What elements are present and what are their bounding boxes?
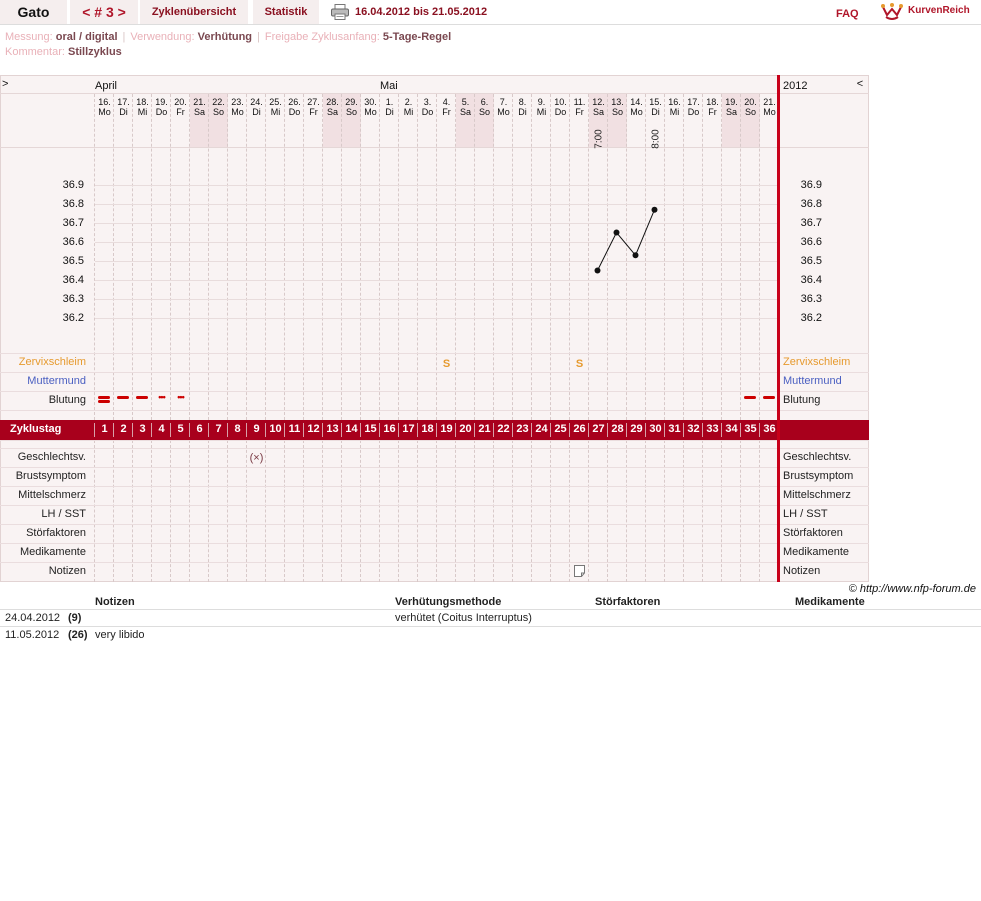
bleeding-label: Blutung [48, 394, 86, 406]
intercourse-label: Geschlechtsv. [17, 451, 86, 463]
cycle-day-divider [151, 423, 152, 437]
mittelschmerz-label-right: Mittelschmerz [783, 489, 851, 501]
cycle-day-divider [436, 423, 437, 437]
cycle-day-number: 29 [630, 423, 643, 435]
release-value: 5-Tage-Regel [382, 31, 452, 43]
day-weekday: Mi [137, 107, 148, 117]
cycle-day-divider [740, 423, 741, 437]
day-date: 4. [442, 97, 451, 107]
cycle-meta [5, 30, 905, 60]
date-range: 16.04.2012 bis 21.05.2012 [355, 6, 488, 18]
cycle-day-divider [303, 423, 304, 437]
day-weekday: Do [554, 107, 567, 117]
temperature-point[interactable] [614, 230, 620, 236]
temp-tick-left: 36.4 [62, 274, 84, 286]
bleeding-spotting: ••• [177, 392, 184, 402]
day-weekday: Do [155, 107, 168, 117]
col-notes: Notizen [95, 596, 135, 608]
cycle-day-divider [113, 423, 114, 437]
cycle-day-divider [341, 423, 342, 437]
cycle-day-number: 26 [573, 423, 586, 435]
printer-icon[interactable] [331, 4, 349, 20]
disturb-label-right: Störfaktoren [783, 527, 843, 539]
separator: | [122, 31, 126, 43]
temp-tick-left: 36.2 [62, 312, 84, 324]
bleeding-heavy [98, 400, 110, 403]
col-disturb: Störfaktoren [595, 596, 661, 608]
cycle-day-divider [398, 423, 399, 437]
kurvenreich-logo[interactable] [880, 0, 981, 24]
day-date: 19. [155, 97, 168, 107]
cycle-day-divider [702, 423, 703, 437]
temp-tick-left: 36.6 [62, 236, 84, 248]
day-weekday: Fr [442, 107, 451, 117]
day-date: 1. [385, 97, 394, 107]
next-cycle-button[interactable]: < [856, 78, 864, 90]
cycle-chart [0, 75, 869, 582]
year-label: 2012 [783, 80, 808, 92]
temp-tick-right: 36.8 [800, 198, 822, 210]
usage-label: Verwendung: [130, 31, 195, 43]
cycle-day-label: Zyklustag [10, 423, 62, 435]
day-weekday: Fr [708, 107, 717, 117]
cycle-day-divider [588, 423, 589, 437]
cycle-day-number: 16 [383, 423, 396, 435]
cycle-day-divider [94, 423, 95, 437]
day-date: 14. [630, 97, 643, 107]
os-label: Muttermund [27, 375, 86, 387]
temp-tick-right: 36.7 [800, 217, 822, 229]
day-weekday: Di [651, 107, 660, 117]
day-weekday: Sa [725, 107, 737, 117]
temp-tick-left: 36.5 [62, 255, 84, 267]
os-label-right: Muttermund [783, 375, 842, 387]
day-weekday: Mo [98, 107, 111, 117]
day-weekday: Sa [326, 107, 338, 117]
cervix-mark: S [442, 358, 451, 370]
cycle-day-divider [360, 423, 361, 437]
day-date: 15. [649, 97, 662, 107]
temp-tick-right: 36.9 [800, 179, 822, 191]
intercourse-label-right: Geschlechtsv. [783, 451, 852, 463]
cycle-day-divider [265, 423, 266, 437]
cycle-day-divider [417, 423, 418, 437]
temperature-line [598, 210, 655, 271]
cycle-day-number: 9 [253, 423, 260, 435]
temp-tick-left: 36.7 [62, 217, 84, 229]
temperature-point[interactable] [633, 252, 639, 258]
usage-value: Verhütung [197, 31, 253, 43]
temp-tick-right: 36.2 [800, 312, 822, 324]
bleeding-heavy [98, 396, 110, 399]
bleeding-medium [136, 396, 148, 399]
temp-tick-right: 36.6 [800, 236, 822, 248]
cervix-label-right: Zervixschleim [783, 356, 851, 368]
temp-tick-left: 36.3 [62, 293, 84, 305]
cycle-day-number: 10 [269, 423, 282, 435]
cycle-day-number: 34 [725, 423, 738, 435]
day-date: 17. [687, 97, 700, 107]
cycle-day-number: 23 [516, 423, 529, 435]
cycle-day-number: 30 [649, 423, 662, 435]
day-weekday: So [744, 107, 756, 117]
day-date: 9. [537, 97, 546, 107]
cycle-day-number: 8 [234, 423, 241, 435]
row-method: verhütet (Coitus Interruptus) [395, 612, 532, 624]
bleeding-label-right: Blutung [783, 394, 821, 406]
day-weekday: So [345, 107, 357, 117]
row-cycle-day: (26) [68, 629, 88, 641]
col-method: Verhütungsmethode [395, 596, 502, 608]
table-row [0, 609, 981, 626]
cycle-navigation[interactable]: < # 3 > [70, 0, 138, 24]
cycle-day-divider [664, 423, 665, 437]
cycle-day-number: 27 [592, 423, 605, 435]
cycle-day-number: 20 [459, 423, 472, 435]
col-meds: Medikamente [795, 596, 865, 608]
cycle-day-number: 11 [288, 423, 301, 435]
cycle-day-number: 5 [177, 423, 184, 435]
cycle-day-number: 28 [611, 423, 624, 435]
prev-cycle-button[interactable]: > [2, 78, 9, 90]
day-weekday: Mo [630, 107, 643, 117]
comment-label: Kommentar: [5, 46, 65, 58]
day-date: 10. [554, 97, 567, 107]
temp-tick-right: 36.5 [800, 255, 822, 267]
day-date: 20. [744, 97, 757, 107]
cycle-day-divider [379, 423, 380, 437]
crown-logo-icon [880, 1, 904, 21]
day-weekday: Fr [176, 107, 185, 117]
day-weekday: Sa [193, 107, 205, 117]
lh-label: LH / SST [41, 508, 86, 520]
day-weekday: Mo [763, 107, 776, 117]
cycle-day-divider [246, 423, 247, 437]
day-weekday: Di [385, 107, 394, 117]
day-date: 13. [611, 97, 624, 107]
cycle-day-divider [550, 423, 551, 437]
disturb-label: Störfaktoren [26, 527, 86, 539]
cycle-day-number: 21 [478, 423, 491, 435]
cycle-day-number: 1 [101, 423, 108, 435]
cycle-day-number: 14 [345, 423, 358, 435]
row-date: 24.04.2012 [5, 612, 61, 624]
cycle-day-divider [455, 423, 456, 437]
cycle-day-divider [493, 423, 494, 437]
measure-time-text: 7:00 [593, 129, 604, 149]
cycle-day-divider [322, 423, 323, 437]
day-weekday: So [212, 107, 224, 117]
temp-tick-right: 36.4 [800, 274, 822, 286]
separator: | [257, 31, 260, 43]
day-date: 12. [592, 97, 605, 107]
day-date: 23. [231, 97, 244, 107]
month-label: April [95, 80, 118, 92]
cycle-day-number: 17 [402, 423, 415, 435]
cycle-day-divider [208, 423, 209, 437]
day-weekday: Mo [497, 107, 510, 117]
cycle-day-divider [474, 423, 475, 437]
cycle-day-number: 25 [554, 423, 567, 435]
temperature-point[interactable] [652, 207, 658, 213]
cycle-day-divider [683, 423, 684, 437]
today-line [777, 75, 780, 582]
cycle-day-divider [132, 423, 133, 437]
measurement-label: Messung: [5, 31, 53, 43]
day-weekday: Sa [459, 107, 471, 117]
cycle-day-divider [512, 423, 513, 437]
day-weekday: Fr [575, 107, 584, 117]
day-weekday: Do [421, 107, 434, 117]
top-bar [0, 0, 981, 25]
notes-label-right: Notizen [783, 565, 821, 577]
meta-line-2 [5, 45, 905, 60]
day-date: 21. [193, 97, 206, 107]
temperature-point[interactable] [595, 268, 601, 274]
meds-label-right: Medikamente [783, 546, 850, 558]
day-date: 16. [668, 97, 681, 107]
bleeding-medium [744, 396, 756, 399]
day-date: 24. [250, 97, 263, 107]
cycle-day-divider [531, 423, 532, 437]
cycle-day-number: 36 [763, 423, 776, 435]
cycle-day-divider [759, 423, 760, 437]
day-weekday: Mi [403, 107, 414, 117]
cycle-day-divider [721, 423, 722, 437]
day-date: 29. [345, 97, 358, 107]
bleeding-medium [117, 396, 129, 399]
meta-line-1 [5, 30, 905, 45]
faq-link[interactable]: FAQ [836, 8, 859, 20]
cycle-day-number: 2 [120, 423, 127, 435]
tab-statistics[interactable]: Statistik [253, 0, 319, 24]
day-date: 8. [518, 97, 527, 107]
day-date: 30. [364, 97, 377, 107]
cycle-day-number: 24 [535, 423, 548, 435]
cycle-day-divider [645, 423, 646, 437]
breast-label-right: Brustsymptom [783, 470, 854, 482]
cycle-day-number: 4 [158, 423, 165, 435]
release-label: Freigabe Zyklusanfang: [264, 31, 380, 43]
cycle-day-number: 7 [215, 423, 222, 435]
day-weekday: Sa [592, 107, 604, 117]
day-date: 28. [326, 97, 339, 107]
cycle-day-number: 33 [706, 423, 719, 435]
mittelschmerz-label: Mittelschmerz [18, 489, 86, 501]
breast-label: Brustsymptom [15, 470, 86, 482]
cycle-day-number: 3 [139, 423, 146, 435]
day-weekday: Do [288, 107, 301, 117]
day-weekday: Di [518, 107, 527, 117]
day-date: 26. [288, 97, 301, 107]
day-date: 22. [212, 97, 225, 107]
row-date: 11.05.2012 [5, 629, 60, 641]
day-weekday: Mi [270, 107, 281, 117]
measure-time-text: 8:00 [650, 129, 661, 149]
note-icon[interactable] [574, 565, 585, 577]
day-weekday: Fr [309, 107, 318, 117]
cycle-day-number: 6 [196, 423, 203, 435]
day-date: 6. [480, 97, 489, 107]
day-weekday: So [478, 107, 490, 117]
cycle-day-number: 22 [497, 423, 510, 435]
day-date: 3. [423, 97, 432, 107]
day-date: 7. [499, 97, 508, 107]
day-date: 18. [136, 97, 149, 107]
table-row [0, 626, 981, 643]
cycle-day-number: 31 [668, 423, 681, 435]
cervix-label: Zervixschleim [18, 356, 86, 368]
day-weekday: Do [687, 107, 700, 117]
cycle-day-divider [189, 423, 190, 437]
day-date: 27. [307, 97, 320, 107]
day-date: 20. [174, 97, 187, 107]
cervix-mark: S [575, 358, 584, 370]
cycle-day-divider [170, 423, 171, 437]
intercourse-mark: (×) [249, 452, 264, 464]
lh-label-right: LH / SST [783, 508, 828, 520]
cycle-day-number: 18 [421, 423, 434, 435]
day-date: 11. [573, 97, 586, 107]
cycle-day-number: 12 [307, 423, 320, 435]
day-weekday: Mo [364, 107, 377, 117]
day-date: 21. [763, 97, 776, 107]
temp-tick-left: 36.8 [62, 198, 84, 210]
day-weekday: Mo [231, 107, 244, 117]
row-cycle-day: (9) [68, 612, 82, 624]
user-name: Gato [0, 0, 67, 24]
bleeding-medium [763, 396, 775, 399]
cycle-day-number: 32 [687, 423, 700, 435]
logo-text: KurvenReich [908, 5, 970, 16]
comment-value: Stillzyklus [67, 46, 122, 58]
cycle-day-divider [284, 423, 285, 437]
cycle-day-divider [626, 423, 627, 437]
day-weekday: Mi [536, 107, 547, 117]
cycle-day-divider [607, 423, 608, 437]
row-notes: very libido [95, 629, 145, 641]
day-weekday: Mi [669, 107, 680, 117]
day-date: 25. [269, 97, 282, 107]
day-date: 2. [404, 97, 413, 107]
temperature-curve [0, 75, 869, 582]
copyright: © http://www.nfp-forum.de [848, 583, 976, 595]
cycle-day-divider [569, 423, 570, 437]
cycle-day-number: 13 [326, 423, 339, 435]
cycle-day-number: 15 [364, 423, 377, 435]
notes-label: Notizen [48, 565, 86, 577]
day-weekday: So [611, 107, 623, 117]
cycle-day-divider [227, 423, 228, 437]
cycle-day-number: 35 [744, 423, 757, 435]
month-label: Mai [380, 80, 398, 92]
day-date: 17. [117, 97, 130, 107]
temp-tick-right: 36.3 [800, 293, 822, 305]
day-date: 5. [461, 97, 470, 107]
bleeding-spotting: ••• [158, 392, 165, 402]
tab-cycle-overview[interactable]: Zyklenübersicht [140, 0, 248, 24]
day-date: 19. [725, 97, 738, 107]
day-weekday: Di [119, 107, 128, 117]
temp-tick-left: 36.9 [62, 179, 84, 191]
day-weekday: Di [252, 107, 261, 117]
day-date: 16. [98, 97, 111, 107]
meds-label: Medikamente [19, 546, 86, 558]
cycle-day-number: 19 [440, 423, 453, 435]
measurement-value: oral / digital [55, 31, 118, 43]
day-date: 18. [706, 97, 719, 107]
